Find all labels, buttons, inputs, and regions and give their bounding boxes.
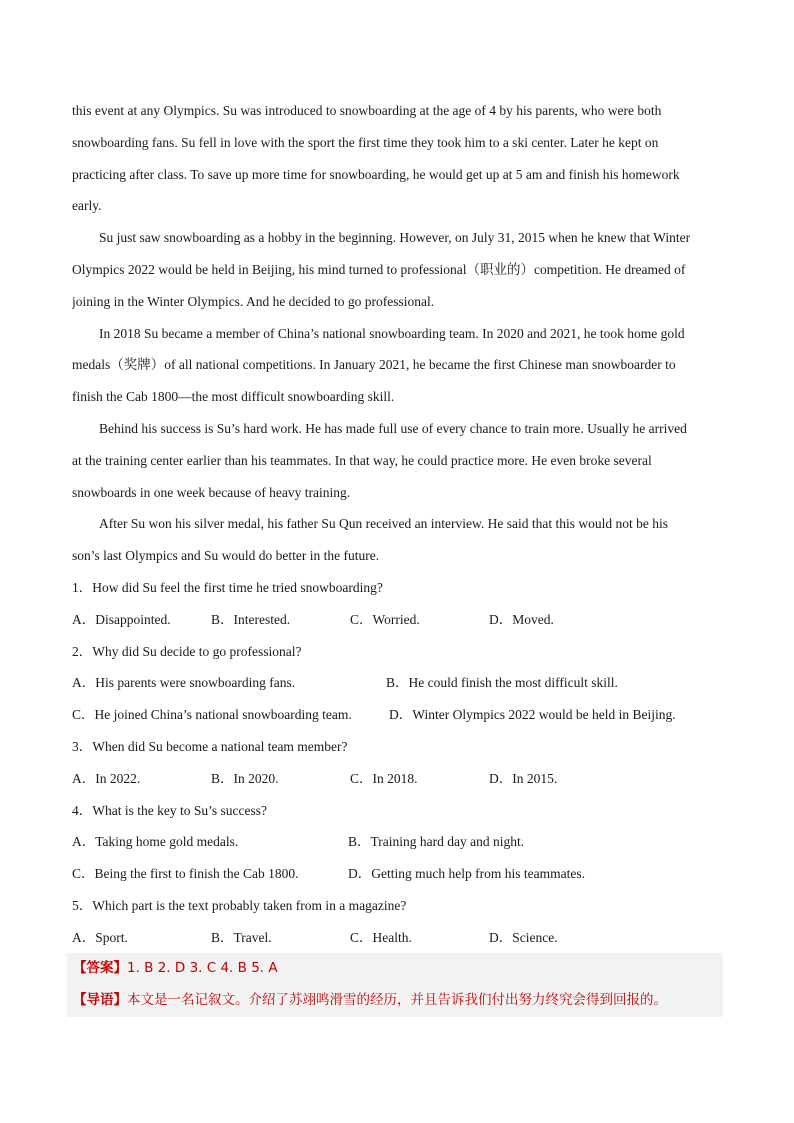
option-c: C．Worried. xyxy=(350,611,420,627)
answer-line xyxy=(73,953,278,984)
option-b: B．Interested. xyxy=(211,611,291,627)
option-d: D．Getting much help from his teammates. xyxy=(348,866,585,882)
question-options xyxy=(72,699,722,731)
passage-line: Behind his success is Su’s hard work. He has made full use of every chance to train more. Usually he arrived xyxy=(99,420,687,436)
passage-line: snowboarding fans. Su fell in love with the sport the first time they took him to a ski center. Later he kept on xyxy=(72,134,659,150)
passage-line: medals（奖牌）of all national competitions. In January 2021, he became the first Chinese man snowboarder to xyxy=(72,357,676,373)
answer-box xyxy=(67,953,723,1017)
question-options xyxy=(72,604,722,636)
option-c: C．In 2018. xyxy=(350,770,418,786)
passage-line: Olympics 2022 would be held in Beijing, his mind turned to professional（职业的）competition. He dreamed of xyxy=(72,261,686,277)
option-b: B．Travel. xyxy=(211,929,272,945)
question-options xyxy=(72,667,722,699)
question-options xyxy=(72,858,722,890)
passage-line: son’s last Olympics and Su would do better in the future. xyxy=(72,548,380,564)
passage-line: at the training center earlier than his teammates. In that way, he could practice more. He even broke several xyxy=(72,452,652,468)
option-a: A．In 2022. xyxy=(72,770,141,786)
passage-line: snowboards in one week because of heavy training. xyxy=(72,484,351,500)
passage-line: this event at any Olympics. Su was introduced to snowboarding at the age of 4 by his parents, who were both xyxy=(72,103,662,118)
passage-line: finish the Cab 1800—the most difficult snowboarding skill. xyxy=(72,389,395,405)
option-b: B．He could finish the most difficult skill. xyxy=(386,675,618,691)
passage-line: joining in the Winter Olympics. And he decided to go professional. xyxy=(72,293,435,309)
option-a: A．Taking home gold medals. xyxy=(72,834,239,850)
question-options xyxy=(72,826,722,858)
option-d: D．Moved. xyxy=(489,611,554,627)
question-stem: 2．Why did Su decide to go professional? xyxy=(72,643,302,659)
option-d: D．In 2015. xyxy=(489,770,558,786)
option-a: A．Disappointed. xyxy=(72,611,171,627)
document-content xyxy=(72,95,722,954)
passage-line: After Su won his silver medal, his father Su Qun received an interview. He said that this would not be his xyxy=(99,516,669,532)
option-c: C．Health. xyxy=(350,929,412,945)
question-options xyxy=(72,763,722,795)
answer-text: 1. B 2. D 3. C 4. B 5. A xyxy=(127,960,278,976)
passage-line: early. xyxy=(72,198,102,214)
question-options xyxy=(72,922,722,954)
option-a: A．Sport. xyxy=(72,929,128,945)
guide-text: 本文是一名记叙文。介绍了苏翊鸣滑雪的经历，并且告诉我们付出努力终究会得到回报的。 xyxy=(127,992,667,1008)
question-stem: 1．How did Su feel the first time he tried snowboarding? xyxy=(72,579,383,595)
guide-line xyxy=(73,985,667,1016)
option-a: A．His parents were snowboarding fans. xyxy=(72,675,296,691)
passage-line: Su just saw snowboarding as a hobby in the beginning. However, on July 31, 2015 when he knew that Winter xyxy=(99,230,691,246)
passage-line: practicing after class. To save up more time for snowboarding, he would get up at 5 am and finish his homework xyxy=(72,166,680,182)
option-b: B．Training hard day and night. xyxy=(348,834,525,850)
option-c: C．Being the first to finish the Cab 1800. xyxy=(72,866,299,882)
question-stem: 5．Which part is the text probably taken from in a magazine? xyxy=(72,897,407,913)
passage-line: In 2018 Su became a member of China’s national snowboarding team. In 2020 and 2021, he took home gold xyxy=(99,325,685,341)
option-c: C．He joined China’s national snowboarding team. xyxy=(72,707,352,723)
question-stem: 4．What is the key to Su’s success? xyxy=(72,802,267,818)
option-b: B．In 2020. xyxy=(211,770,279,786)
option-d: D．Winter Olympics 2022 would be held in Beijing. xyxy=(389,707,676,723)
guide-tag: 【导语】 xyxy=(73,992,127,1008)
question-stem: 3．When did Su become a national team member? xyxy=(72,738,348,754)
option-d: D．Science. xyxy=(489,929,558,945)
answer-tag: 【答案】 xyxy=(73,960,127,976)
